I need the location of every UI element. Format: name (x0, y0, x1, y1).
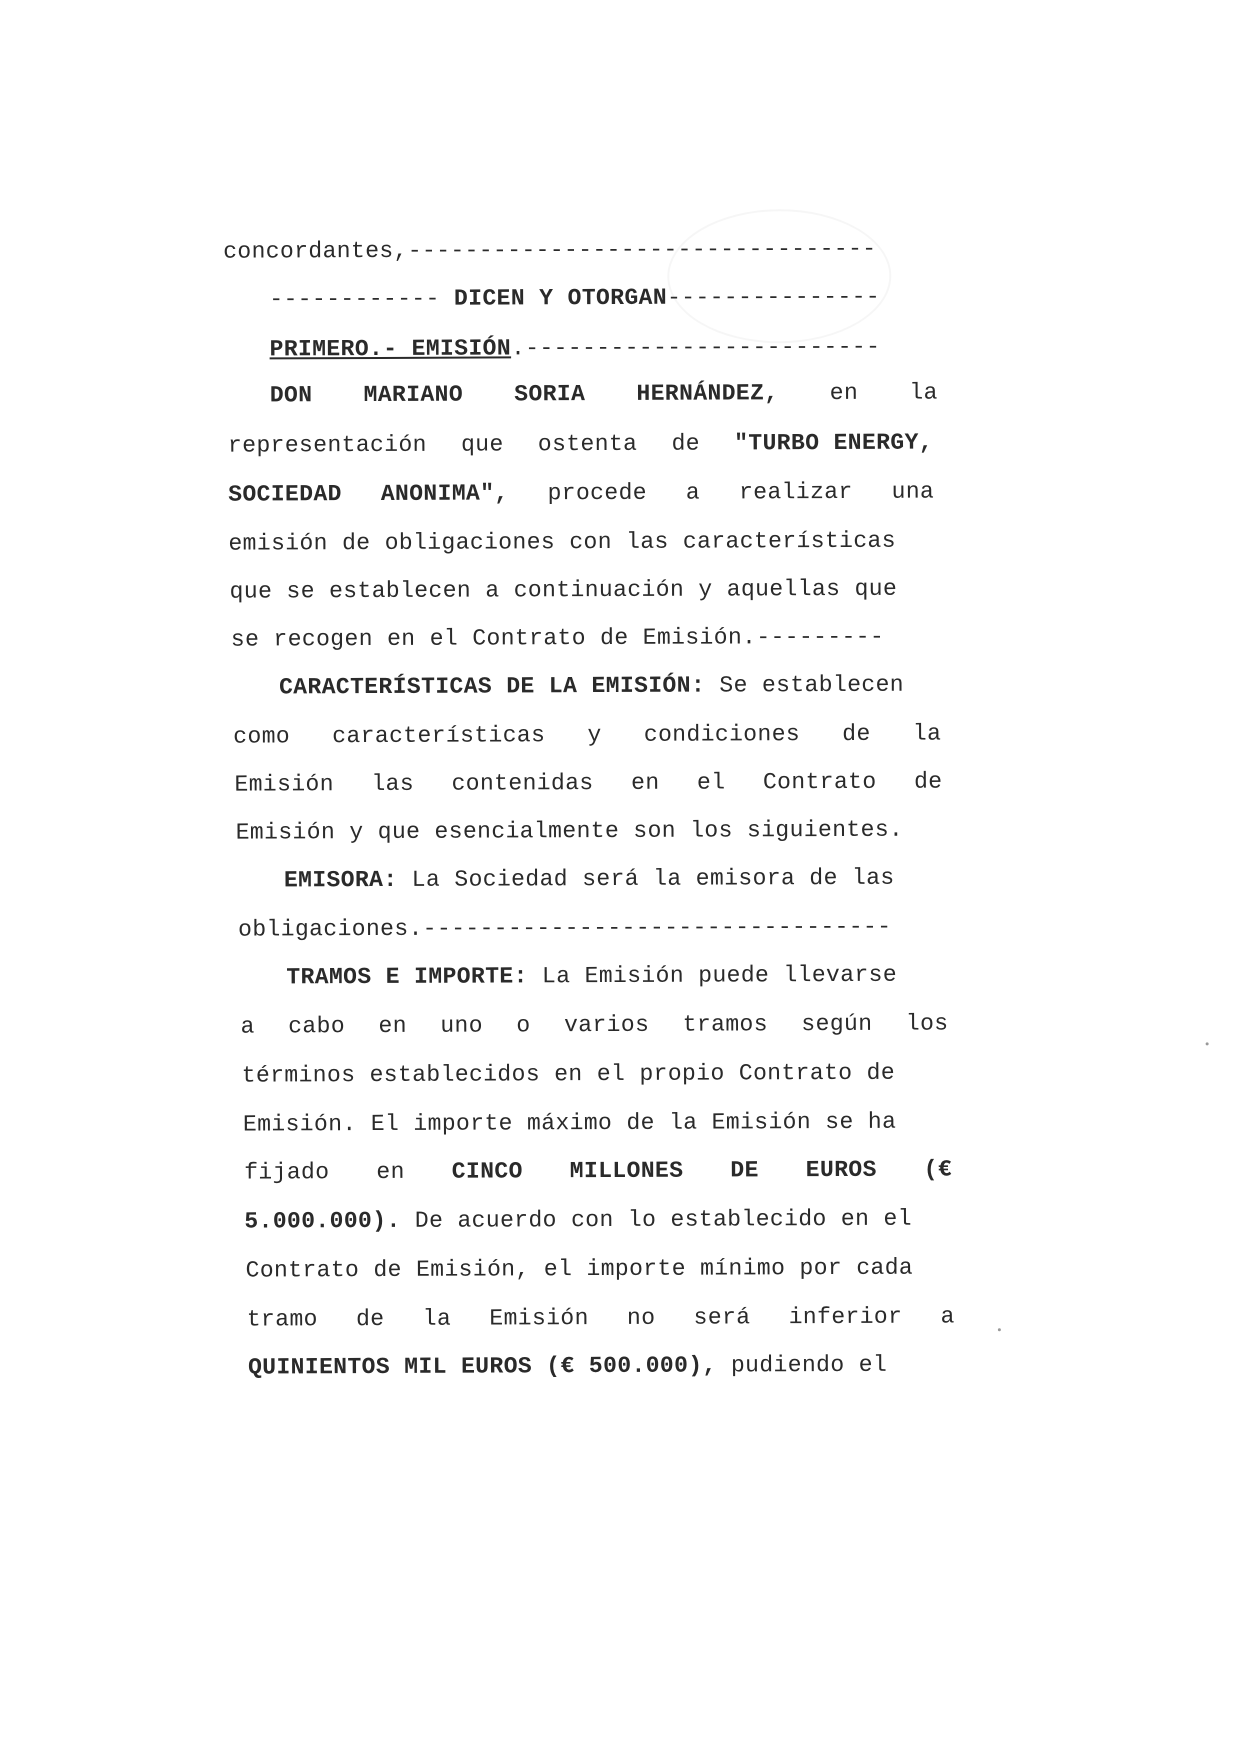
line-11: como características y condiciones de la (233, 720, 942, 750)
line-24: QUINIENTOS MIL EUROS (€ 500.000), pudiendo el (247, 1351, 888, 1381)
faint-stamp (667, 209, 892, 344)
line-13: Emisión y que esencialmente son los siguientes. (235, 816, 904, 846)
line-16: TRAMOS E IMPORTE: La Emisión puede llevarse (286, 961, 898, 991)
line-23: tramo de la Emisión no será inferior a (246, 1303, 955, 1333)
line-3: PRIMERO.- EMISIÓN.------------------------- (269, 333, 881, 363)
line-1: concordantes,--------------------------------- (223, 235, 877, 265)
line-6: SOCIEDAD ANONIMA", procede a realizar una (228, 478, 935, 508)
line-7: emisión de obligaciones con las características (228, 527, 897, 557)
line-20: fijado en CINCO MILLONES DE EUROS (€ (244, 1156, 953, 1186)
line-8: que se establecen a continuación y aquellas que (229, 575, 898, 605)
speck (1206, 1042, 1209, 1045)
line-22: Contrato de Emisión, el importe mínimo por cada (245, 1254, 914, 1284)
line-5: representación que ostenta de "TURBO ENERGY, (227, 429, 934, 459)
heading-primero: PRIMERO.- EMISIÓN (269, 335, 512, 363)
speck (998, 1328, 1001, 1331)
line-10: CARACTERÍSTICAS DE LA EMISIÓN: Se establecen (279, 671, 905, 701)
line-19: Emisión. El importe máximo de la Emisión se ha (242, 1108, 897, 1138)
line-17: a cabo en uno o varios tramos según los (240, 1010, 949, 1040)
line-4: DON MARIANO SORIA HERNÁNDEZ, en la (269, 379, 938, 409)
line-15: obligaciones.--------------------------------- (238, 913, 892, 943)
line-18: términos establecidos en el propio Contrato de (241, 1059, 896, 1089)
line-12: Emisión las contenidas en el Contrato de (234, 768, 943, 798)
line-9: se recogen en el Contrato de Emisión.--------- (230, 623, 885, 653)
line-2: ------------ DICEN Y OTORGAN--------------- (269, 283, 881, 313)
section-title: DICEN Y OTORGAN (453, 284, 668, 312)
line-14: EMISORA: La Sociedad será la emisora de las (283, 864, 895, 894)
line-21: 5.000.000). De acuerdo con lo establecido en el (244, 1205, 912, 1235)
